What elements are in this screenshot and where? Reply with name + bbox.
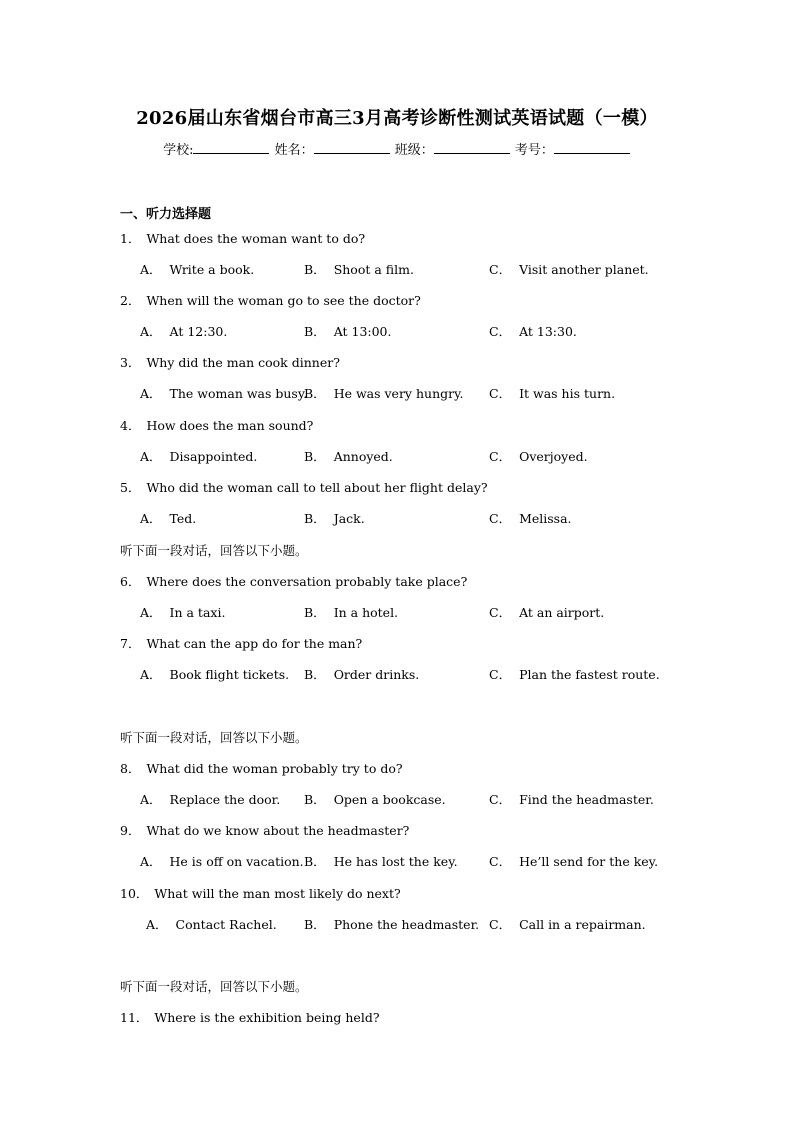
dialog-instruction: 听下面一段对话，回答以下小题。 xyxy=(120,730,308,745)
question-text: When will the woman go to see the doctor? xyxy=(146,293,421,308)
question-text: What does the woman want to do? xyxy=(146,231,366,246)
dialog-instruction: 听下面一段对话，回答以下小题。 xyxy=(120,543,308,558)
options-4 xyxy=(0,447,794,465)
question-number: 7． xyxy=(120,636,141,651)
section-heading-listening: 一、听力选择题 xyxy=(120,207,212,222)
question-number: 5． xyxy=(120,480,141,495)
question-text: Where does the conversation probably take place? xyxy=(146,574,468,589)
question-text: What did the woman probably try to do? xyxy=(146,761,403,776)
option-a[interactable]: A． Write a book. xyxy=(140,262,255,277)
class-blank[interactable] xyxy=(434,141,510,154)
option-b[interactable]: B． Phone the headmaster. xyxy=(304,917,480,932)
option-b[interactable]: B． Annoyed. xyxy=(304,449,393,464)
question-number: 6． xyxy=(120,574,141,589)
name-label: 姓名： xyxy=(274,143,314,158)
exam-title: 2026届山东省烟台市高三3月高考诊断性测试英语试题（一模） xyxy=(136,108,658,129)
exam-number-blank[interactable] xyxy=(554,141,630,154)
question-text: How does the man sound? xyxy=(146,418,314,433)
class-label: 班级： xyxy=(394,143,434,158)
option-c[interactable]: C． At 13:30. xyxy=(489,324,577,339)
options-6 xyxy=(0,603,794,621)
options-9 xyxy=(0,852,794,870)
option-b[interactable]: B． Shoot a film. xyxy=(304,262,414,277)
options-1 xyxy=(0,260,794,278)
option-c[interactable]: C． Visit another planet. xyxy=(489,262,649,277)
question-number: 8． xyxy=(120,761,141,776)
option-a[interactable]: A． Ted. xyxy=(140,511,197,526)
option-c[interactable]: C． At an airport. xyxy=(489,605,605,620)
question-6 xyxy=(120,572,467,590)
option-b[interactable]: B． In a hotel. xyxy=(304,605,399,620)
question-4 xyxy=(120,416,313,434)
options-3 xyxy=(0,384,794,402)
option-a[interactable]: A． He is off on vacation. xyxy=(140,854,304,869)
option-b[interactable]: B． Open a bookcase. xyxy=(304,792,446,807)
question-text: What will the man most likely do next? xyxy=(154,886,401,901)
option-a[interactable]: A． Contact Rachel. xyxy=(146,917,277,932)
question-number: 9． xyxy=(120,823,141,838)
question-text: What can the app do for the man? xyxy=(146,636,363,651)
dialog-instruction: 听下面一段对话，回答以下小题。 xyxy=(120,979,308,994)
option-c[interactable]: C． Plan the fastest route. xyxy=(489,667,660,682)
option-c[interactable]: C． It was his turn. xyxy=(489,386,616,401)
option-b[interactable]: B． He has lost the key. xyxy=(304,854,458,869)
option-c[interactable]: C． Call in a repairman. xyxy=(489,917,646,932)
student-info-row xyxy=(0,139,794,158)
question-number: 3． xyxy=(120,355,141,370)
option-a[interactable]: A． In a taxi. xyxy=(140,605,226,620)
question-3 xyxy=(120,353,340,371)
question-2 xyxy=(120,291,421,309)
option-b[interactable]: B． He was very hungry. xyxy=(304,386,464,401)
school-label: 学校: xyxy=(163,143,194,158)
question-1 xyxy=(120,229,365,247)
option-c[interactable]: C． Find the headmaster. xyxy=(489,792,654,807)
option-c[interactable]: C． Melissa. xyxy=(489,511,572,526)
option-a[interactable]: A． At 12:30. xyxy=(140,324,228,339)
question-5 xyxy=(120,478,488,496)
option-b[interactable]: B． At 13:00. xyxy=(304,324,392,339)
option-c[interactable]: C． He’ll send for the key. xyxy=(489,854,659,869)
question-text: What do we know about the headmaster? xyxy=(146,823,410,838)
exam-number-label: 考号： xyxy=(514,143,554,158)
options-10 xyxy=(0,915,794,933)
question-number: 4． xyxy=(120,418,141,433)
question-10 xyxy=(120,884,401,902)
question-text: Why did the man cook dinner? xyxy=(146,355,340,370)
question-8 xyxy=(120,759,403,777)
question-number: 11． xyxy=(120,1010,149,1025)
option-a[interactable]: A． Replace the door. xyxy=(140,792,281,807)
question-9 xyxy=(120,821,409,839)
options-7 xyxy=(0,665,794,683)
options-8 xyxy=(0,790,794,808)
options-5 xyxy=(0,509,794,527)
question-7 xyxy=(120,634,362,652)
option-b[interactable]: B． Order drinks. xyxy=(304,667,420,682)
question-text: Who did the woman call to tell about her flight delay? xyxy=(146,480,488,495)
option-a[interactable]: A． The woman was busy. xyxy=(140,386,308,401)
option-a[interactable]: A． Disappointed. xyxy=(140,449,258,464)
option-c[interactable]: C． Overjoyed. xyxy=(489,449,588,464)
question-number: 2． xyxy=(120,293,141,308)
school-blank[interactable] xyxy=(193,141,269,154)
question-11 xyxy=(120,1008,380,1026)
name-blank[interactable] xyxy=(314,141,390,154)
question-number: 10． xyxy=(120,886,149,901)
options-2 xyxy=(0,322,794,340)
option-b[interactable]: B． Jack. xyxy=(304,511,365,526)
question-text: Where is the exhibition being held? xyxy=(154,1010,380,1025)
option-a[interactable]: A． Book flight tickets. xyxy=(140,667,290,682)
question-number: 1． xyxy=(120,231,141,246)
